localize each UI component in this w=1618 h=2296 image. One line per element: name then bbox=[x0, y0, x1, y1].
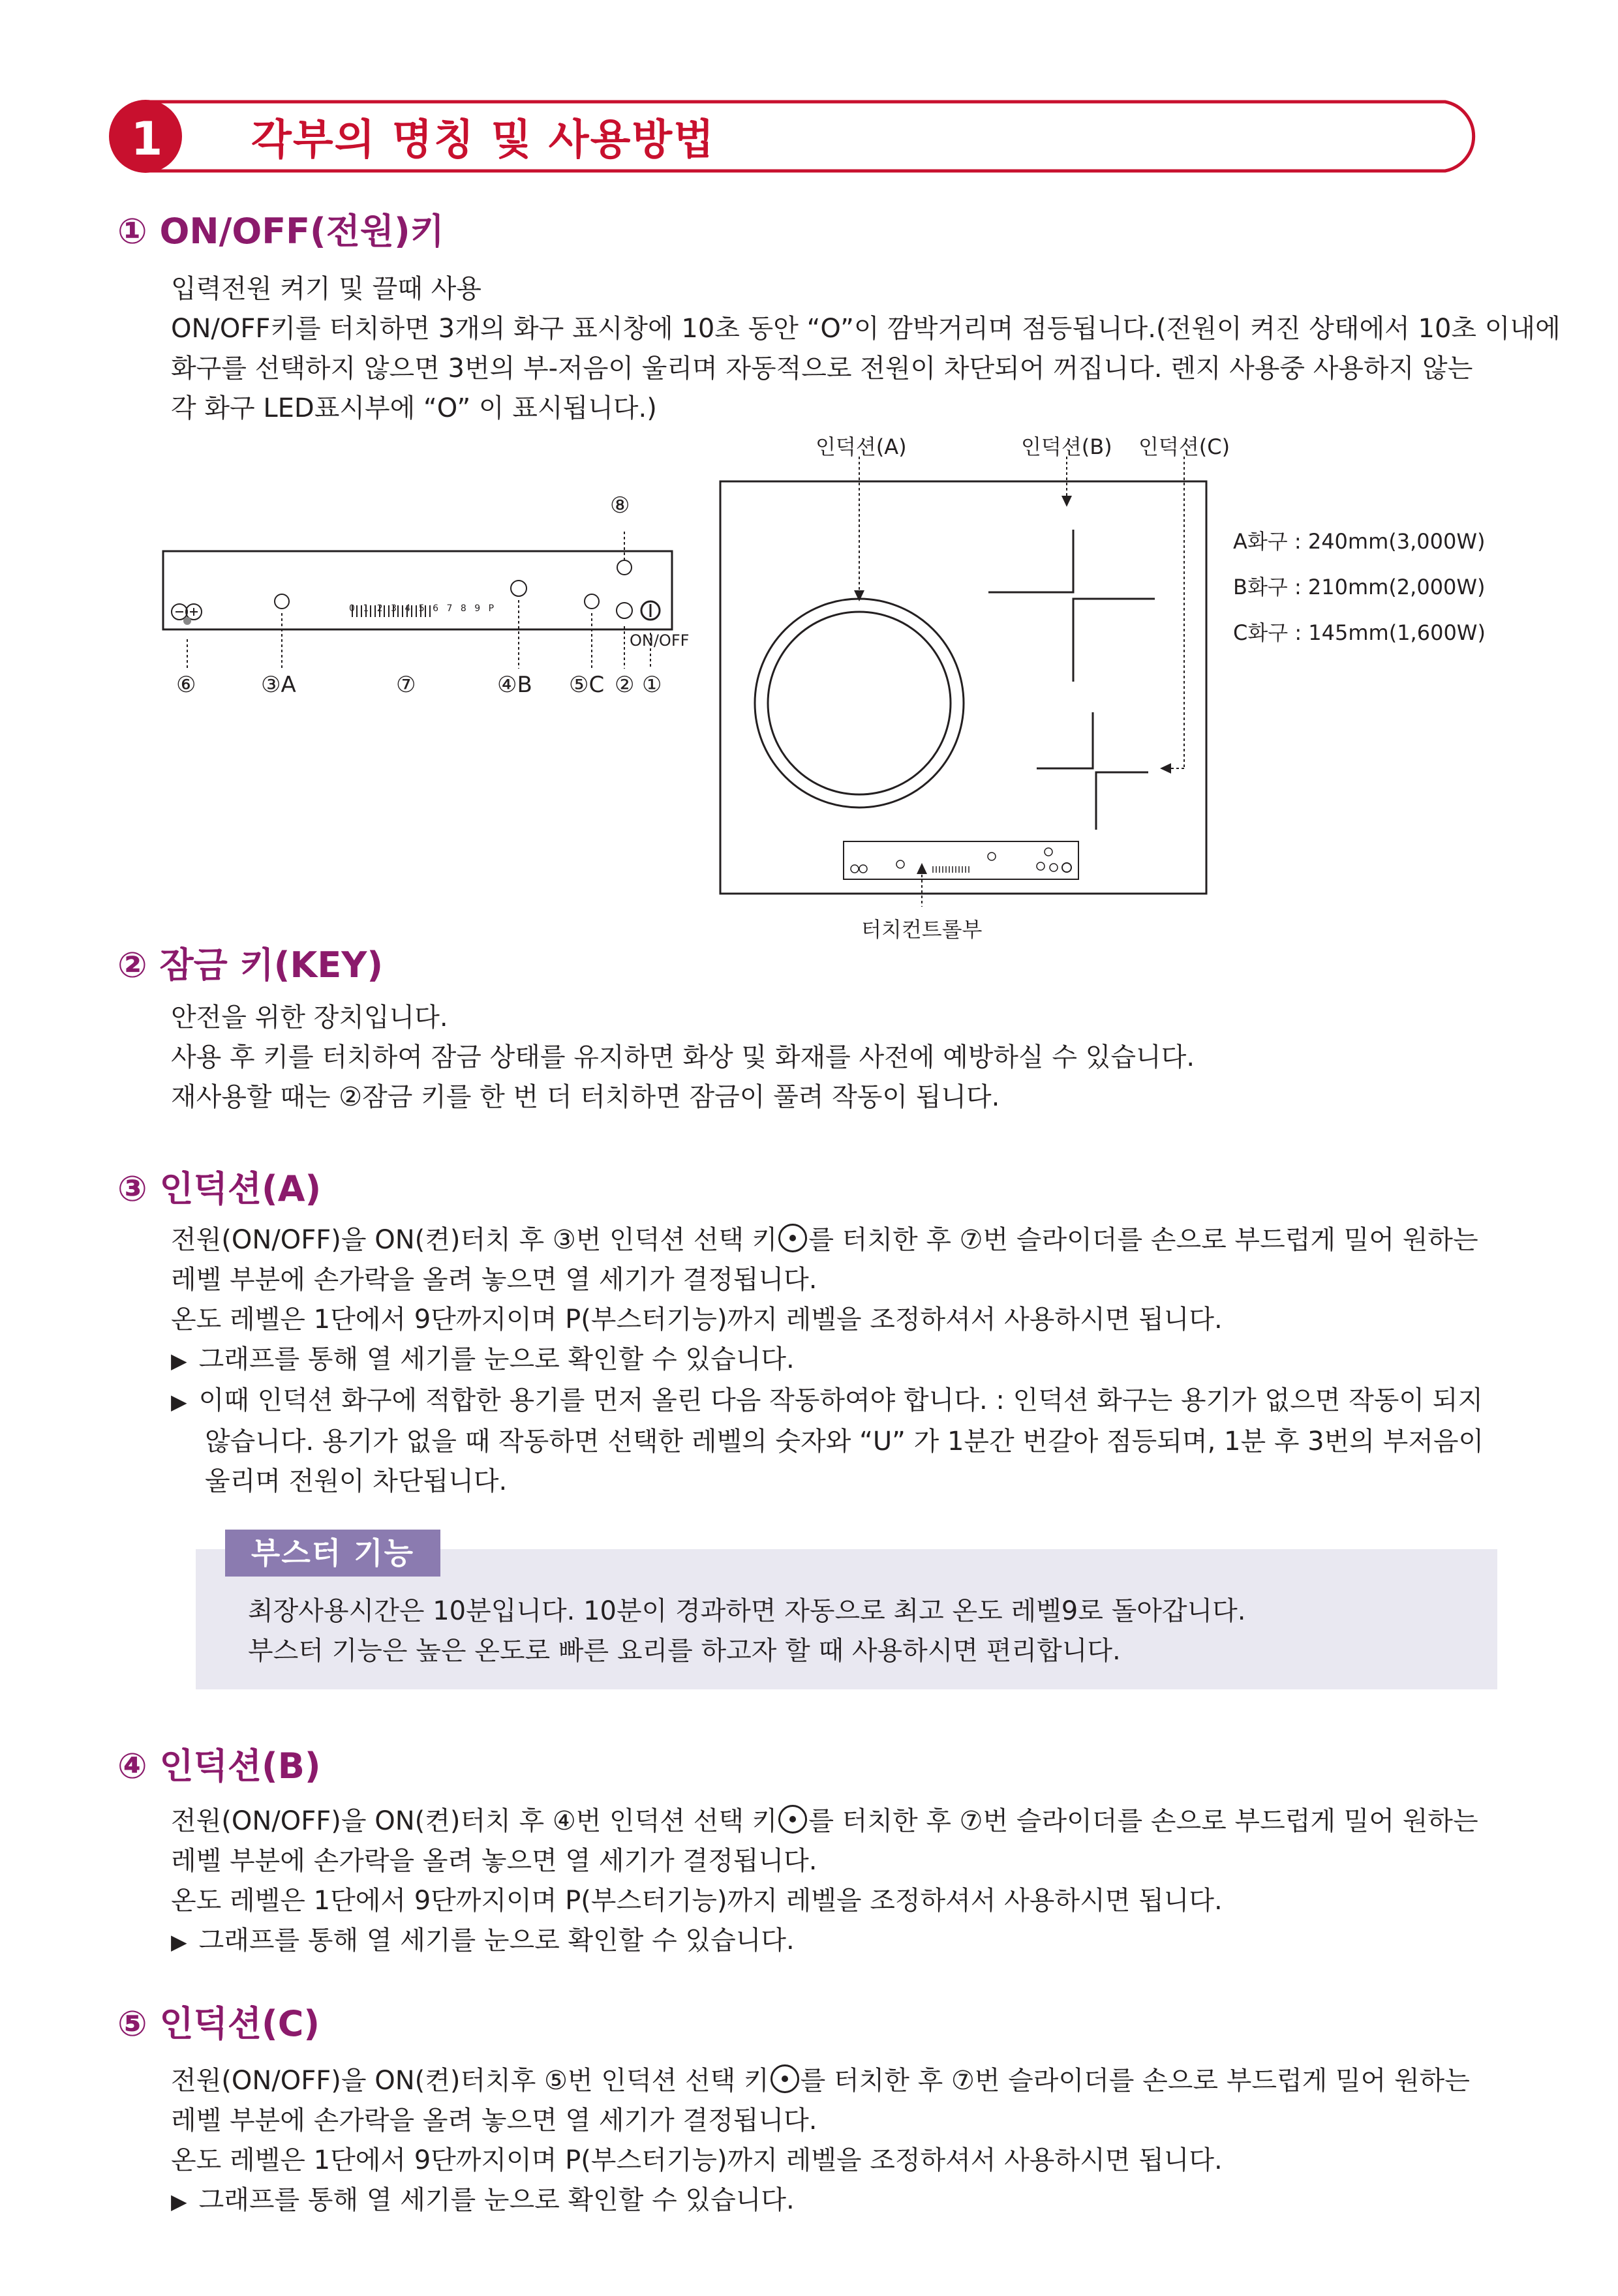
text-line bbox=[171, 2061, 1470, 2101]
text-line: 화구를 선택하지 않으면 3번의 부-저음이 울리며 자동적으로 전원이 차단되어 꺼집니다. 렌지 사용중 사용하지 않는 bbox=[171, 354, 1473, 384]
text-line: 온도 레벨은 1단에서 9단까지이며 P(부스터기능)까지 레벨을 조정하셔서 사용하시면 됩니다. bbox=[171, 1886, 1223, 1916]
section-heading-induction-c: ⑤ 인덕션(C) bbox=[117, 2003, 320, 2044]
bullet-item bbox=[171, 1381, 1484, 1422]
text-line: 입력전원 켜기 및 끌때 사용 bbox=[171, 274, 481, 304]
spec-c: C화구 : 145mm(1,600W) bbox=[1233, 620, 1486, 645]
spec-a: A화구 : 240mm(3,000W) bbox=[1233, 529, 1486, 554]
triangle-bullet-icon: ▶ bbox=[171, 1929, 187, 1954]
text-line: 온도 레벨은 1단에서 9단까지이며 P(부스터기능)까지 레벨을 조정하셔서 사용하시면 됩니다. bbox=[171, 1305, 1223, 1335]
panel-leader-lines bbox=[160, 509, 682, 698]
burner-specs bbox=[1233, 519, 1486, 656]
text-line: 각 화구 LED표시부에 “O” 이 표시됩니다.) bbox=[171, 393, 657, 423]
text-line: 최장사용시간은 10분입니다. 10분이 경과하면 자동으로 최고 온도 레벨9로 돌아갑니다. bbox=[248, 1596, 1246, 1626]
panel-label-1: ① bbox=[642, 672, 662, 698]
bullet-text: 그래프를 통해 열 세기를 눈으로 확인할 수 있습니다. bbox=[198, 2185, 795, 2215]
section-heading-induction-b: ④ 인덕션(B) bbox=[117, 1745, 321, 1787]
text-line: 레벨 부분에 손가락을 올려 놓으면 열 세기가 결정됩니다. bbox=[171, 1846, 817, 1876]
panel-label-5c: ⑤C bbox=[569, 672, 605, 698]
text-line: 온도 레벨은 1단에서 9단까지이며 P(부스터기능)까지 레벨을 조정하셔서 사용하시면 됩니다. bbox=[171, 2145, 1223, 2175]
triangle-bullet-icon: ▶ bbox=[171, 1389, 187, 1414]
text-fragment: 전원(ON/OFF)을 ON(켠)터치 후 ③번 인덕션 선택 키 bbox=[171, 1225, 778, 1255]
label-induction-c: 인덕션(C) bbox=[1138, 434, 1230, 459]
onoff-label: ON/OFF bbox=[630, 631, 690, 650]
induction-b-description bbox=[171, 1802, 1478, 1962]
section-heading-lock: ② 잠금 키(KEY) bbox=[117, 944, 384, 986]
text-line: 안전을 위한 장치입니다. bbox=[171, 1003, 448, 1033]
induction-c-description bbox=[171, 2061, 1470, 2222]
bullet-text: 그래프를 통해 열 세기를 눈으로 확인할 수 있습니다. bbox=[198, 1926, 795, 1956]
label-induction-a: 인덕션(A) bbox=[816, 434, 907, 459]
bullet-text: 그래프를 통해 열 세기를 눈으로 확인할 수 있습니다. bbox=[198, 1344, 795, 1374]
onoff-description bbox=[171, 269, 1561, 429]
panel-label-3a: ③A bbox=[261, 672, 296, 698]
cooktop-diagram bbox=[714, 457, 1236, 907]
panel-label-8: ⑧ bbox=[610, 492, 630, 519]
page-title: 각부의 명칭 및 사용방법 bbox=[251, 116, 716, 164]
text-line: 부스터 기능은 높은 온도로 빠른 요리를 하고자 할 때 사용하시면 편리합니다. bbox=[248, 1636, 1121, 1666]
text-line: 레벨 부분에 손가락을 올려 놓으면 열 세기가 결정됩니다. bbox=[171, 2106, 817, 2136]
text-fragment: 를 터치한 후 ⑦번 슬라이더를 손으로 부드럽게 밀어 원하는 bbox=[800, 2066, 1470, 2096]
bullet-item bbox=[171, 2181, 1470, 2222]
triangle-bullet-icon: ▶ bbox=[171, 1348, 187, 1373]
panel-label-7: ⑦ bbox=[396, 672, 416, 698]
bullet-item bbox=[171, 1921, 1478, 1962]
bullet-text: 이때 인덕션 화구에 적합한 용기를 먼저 올린 다음 작동하여야 합니다. : 인덕션 화구는 용기가 없으면 작동이 되지 bbox=[198, 1385, 1484, 1415]
text-line: 사용 후 키를 터치하여 잠금 상태를 유지하면 화상 및 화재를 사전에 예방하실 수 있습니다. bbox=[171, 1042, 1195, 1072]
select-key-icon bbox=[778, 1805, 807, 1834]
induction-a-description bbox=[171, 1220, 1484, 1502]
text-line: ON/OFF키를 터치하면 3개의 화구 표시창에 10초 동안 “O”이 깜박거리며 점등됩니다.(전원이 켜진 상태에서 10초 이내에 bbox=[171, 314, 1561, 344]
text-fragment: 를 터치한 후 ⑦번 슬라이더를 손으로 부드럽게 밀어 원하는 bbox=[808, 1806, 1478, 1836]
select-key-icon bbox=[778, 1224, 807, 1252]
label-induction-b: 인덕션(B) bbox=[1021, 434, 1112, 459]
text-line bbox=[171, 1802, 1478, 1841]
text-fragment: 를 터치한 후 ⑦번 슬라이더를 손으로 부드럽게 밀어 원하는 bbox=[808, 1225, 1478, 1255]
booster-description bbox=[248, 1592, 1246, 1671]
panel-label-6: ⑥ bbox=[176, 672, 196, 698]
triangle-bullet-icon: ▶ bbox=[171, 2189, 187, 2214]
text-line: 재사용할 때는 ②잠금 키를 한 번 더 터치하면 잠금이 풀려 작동이 됩니다. bbox=[171, 1082, 1000, 1112]
panel-label-2: ② bbox=[615, 672, 635, 698]
text-line: 않습니다. 용기가 없을 때 작동하면 선택한 레벨의 숫자와 “U” 가 1분간 번갈아 점등되며, 1분 후 3번의 부저음이 bbox=[205, 1427, 1484, 1457]
panel-label-4b: ④B bbox=[497, 672, 532, 698]
text-line: 울리며 전원이 차단됩니다. bbox=[205, 1466, 508, 1496]
booster-tag: 부스터 기능 bbox=[225, 1530, 440, 1577]
text-fragment: 전원(ON/OFF)을 ON(켠)터치 후 ④번 인덕션 선택 키 bbox=[171, 1806, 778, 1836]
bullet-item bbox=[171, 1340, 1484, 1381]
text-line: 레벨 부분에 손가락을 올려 놓으면 열 세기가 결정됩니다. bbox=[171, 1265, 817, 1295]
slider-scale: 0 1 2 3 4 5 6 7 8 9 P bbox=[349, 603, 497, 614]
text-line bbox=[171, 1220, 1484, 1260]
header-number: 1 bbox=[130, 112, 163, 166]
lock-description bbox=[171, 998, 1195, 1117]
section-heading-induction-a: ③ 인덕션(A) bbox=[117, 1168, 322, 1209]
select-key-icon bbox=[771, 2064, 799, 2093]
spec-b: B화구 : 210mm(2,000W) bbox=[1233, 575, 1486, 599]
section-heading-onoff: ① ON/OFF(전원)키 bbox=[117, 211, 444, 252]
label-touch-control: 터치컨트롤부 bbox=[861, 917, 983, 942]
text-fragment: 전원(ON/OFF)을 ON(켠)터치후 ⑤번 인덕션 선택 키 bbox=[171, 2066, 769, 2096]
